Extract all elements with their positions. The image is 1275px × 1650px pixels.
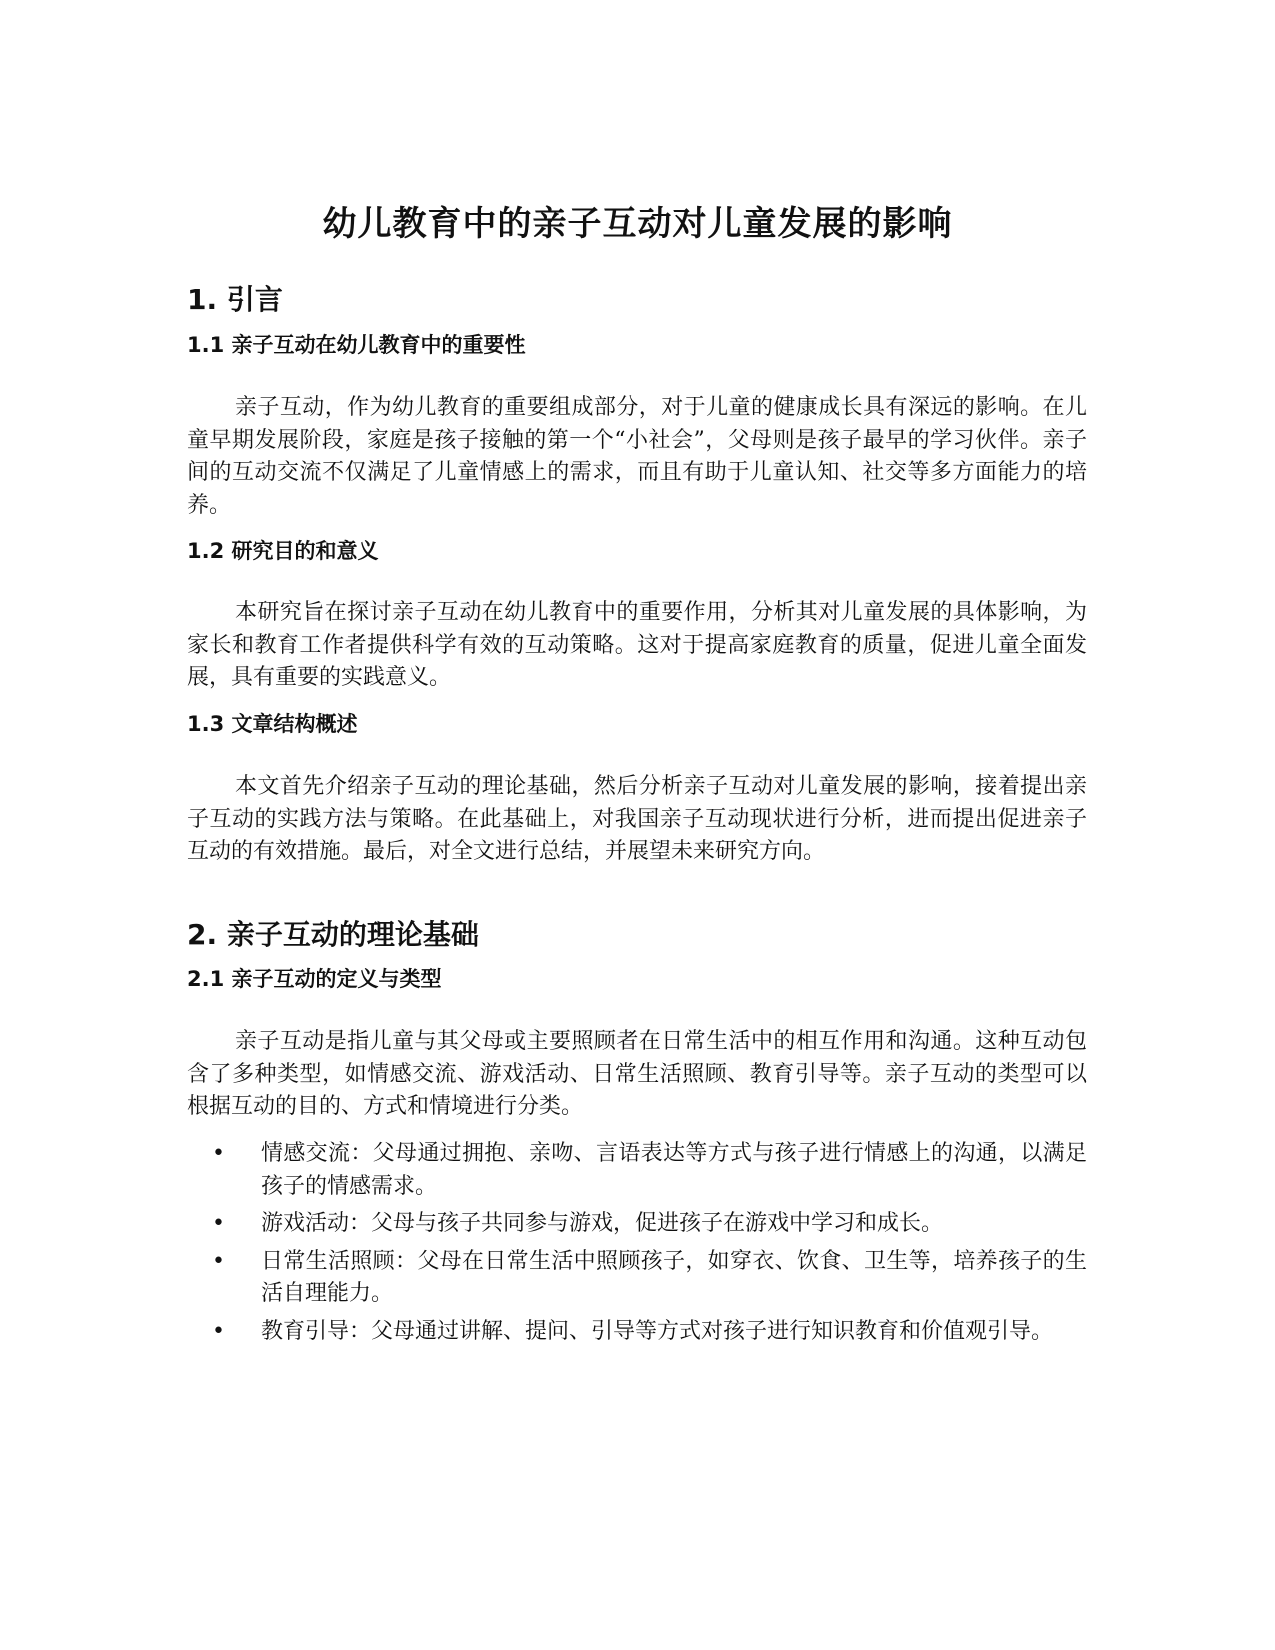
subsection-heading-1-3: 1.3 文章结构概述: [187, 712, 358, 736]
list-item-text: 日常生活照顾：父母在日常生活中照顾孩子，如穿衣、饮食、卫生等，培养孩子的生活自理能力。: [261, 1248, 1087, 1306]
paragraph-1-1: 亲子互动，作为幼儿教育的重要组成部分，对于儿童的健康成长具有深远的影响。在儿童早期发展阶段，家庭是孩子接触的第一个“小社会”，父母则是孩子最早的学习伙伴。亲子间的互动交流不仅满足了儿童情感上的需求，而且有助于儿童认知、社交等多方面能力的培养。: [187, 395, 1087, 518]
list-item-text: 教育引导：父母通过讲解、提问、引导等方式对孩子进行知识教育和价值观引导。: [261, 1318, 1054, 1344]
interaction-type-list: [187, 1138, 1087, 1353]
bullet-icon: •: [212, 1211, 225, 1236]
subsection-heading-1-2: 1.2 研究目的和意义: [187, 539, 379, 563]
list-item: [187, 1316, 1087, 1349]
bullet-icon: •: [212, 1141, 225, 1166]
bullet-icon: •: [212, 1318, 225, 1344]
list-item-text: 情感交流：父母通过拥抱、亲吻、言语表达等方式与孩子进行情感上的沟通，以满足孩子的情感需求。: [261, 1141, 1087, 1199]
list-item: [187, 1246, 1087, 1311]
paragraph-2-1: 亲子互动是指儿童与其父母或主要照顾者在日常生活中的相互作用和沟通。这种互动包含了多种类型，如情感交流、游戏活动、日常生活照顾、教育引导等。亲子互动的类型可以根据互动的目的、方式和情境进行分类。: [187, 1029, 1087, 1119]
bullet-icon: •: [212, 1248, 225, 1274]
document-title: 幼儿教育中的亲子互动对儿童发展的影响: [322, 204, 953, 244]
paragraph-1-2: 本研究旨在探讨亲子互动在幼儿教育中的重要作用，分析其对儿童发展的具体影响，为家长和教育工作者提供科学有效的互动策略。这对于提高家庭教育的质量，促进儿童全面发展，具有重要的实践意义。: [187, 600, 1087, 690]
subsection-heading-2-1: 2.1 亲子互动的定义与类型: [187, 967, 442, 991]
list-item: [187, 1208, 1087, 1241]
list-item: [187, 1138, 1087, 1203]
section-heading-theory: 2. 亲子互动的理论基础: [187, 918, 479, 951]
subsection-heading-1-1: 1.1 亲子互动在幼儿教育中的重要性: [187, 333, 526, 357]
section-heading-introduction: 1. 引言: [187, 283, 283, 316]
list-item-text: 游戏活动：父母与孩子共同参与游戏，促进孩子在游戏中学习和成长。: [261, 1211, 944, 1236]
paragraph-1-3: 本文首先介绍亲子互动的理论基础，然后分析亲子互动对儿童发展的影响，接着提出亲子互动的实践方法与策略。在此基础上，对我国亲子互动现状进行分析，进而提出促进亲子互动的有效措施。最后，对全文进行总结，并展望未来研究方向。: [187, 774, 1087, 864]
